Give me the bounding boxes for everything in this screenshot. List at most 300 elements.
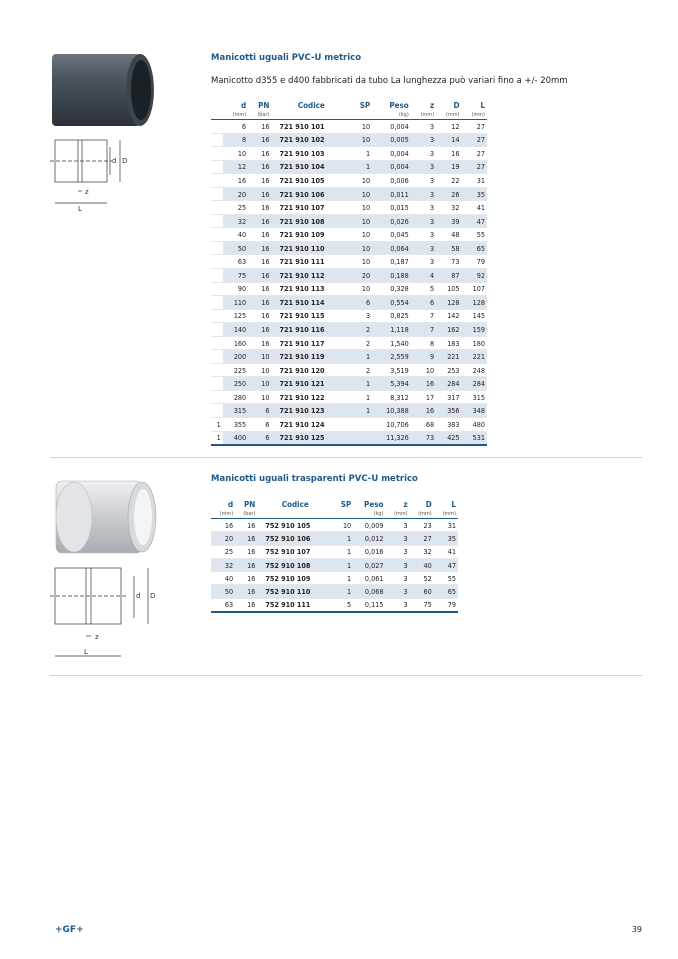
table-cell: 721 910 116	[271, 323, 351, 337]
table-cell: 55	[434, 572, 458, 585]
table-row	[211, 120, 487, 134]
table-cell: 3	[385, 585, 409, 598]
table-cell: 10	[351, 133, 372, 147]
column-header: L	[480, 101, 485, 110]
table-row	[211, 572, 458, 585]
table-cell: 31	[462, 174, 487, 188]
table-cell: 6	[351, 296, 372, 310]
table-cell: 20	[223, 187, 248, 201]
coupling-technical-drawing-2	[50, 562, 160, 662]
table-cell: 27	[462, 133, 487, 147]
table-row	[211, 323, 487, 337]
table-cell: 0,006	[372, 174, 411, 188]
table-cell: 16	[248, 309, 271, 323]
table-cell: 40	[410, 558, 434, 571]
table-cell: 317	[436, 390, 461, 404]
table-cell	[211, 336, 223, 350]
table-cell: 248	[462, 363, 487, 377]
table-cell: 10	[351, 255, 372, 269]
table-cell: 73	[411, 431, 436, 445]
table-cell: 721 910 115	[271, 309, 351, 323]
column-unit	[333, 510, 353, 519]
table-cell: 10	[248, 350, 271, 364]
table-cell: 25	[211, 545, 235, 558]
table-row	[211, 201, 487, 215]
table-row	[211, 214, 487, 228]
table-cell: 480	[462, 418, 487, 432]
column-header: z	[429, 101, 435, 110]
diagram-L-label: L	[78, 205, 82, 213]
table-cell: 65	[434, 585, 458, 598]
table-cell: 3	[411, 174, 436, 188]
table-cell: 79	[434, 598, 458, 612]
table-cell: 315	[462, 390, 487, 404]
table-cell: 79	[462, 255, 487, 269]
table-cell: 721 910 114	[271, 296, 351, 310]
table-cell: 0,004	[372, 120, 411, 134]
table-row	[211, 309, 487, 323]
table-cell: 125	[223, 309, 248, 323]
table-cell: 3	[385, 598, 409, 612]
table-cell: 3	[411, 160, 436, 174]
table-cell	[211, 174, 223, 188]
table-cell: 721 910 111	[271, 255, 351, 269]
table-cell: 6	[411, 296, 436, 310]
table-cell: 145	[462, 309, 487, 323]
column-header: Peso	[389, 101, 409, 110]
column-header: PN	[244, 500, 256, 509]
table-cell: 10	[248, 377, 271, 391]
table-cell: 0,027	[353, 558, 385, 571]
table-cell: 90	[223, 282, 248, 296]
column-header: D	[425, 500, 432, 509]
table-cell: 0,554	[372, 296, 411, 310]
table-cell: 1	[333, 585, 353, 598]
table-cell: 280	[223, 390, 248, 404]
table-cell	[211, 323, 223, 337]
table-cell: 0,825	[372, 309, 411, 323]
column-unit: (bar)	[235, 510, 257, 519]
table-cell: 41	[434, 545, 458, 558]
table-row	[211, 431, 487, 445]
table-cell: 32	[211, 558, 235, 571]
table-cell: 0,064	[372, 241, 411, 255]
table-cell: 5,394	[372, 377, 411, 391]
table-cell: 9	[411, 350, 436, 364]
table-cell: 752 910 107	[257, 545, 333, 558]
column-unit	[351, 111, 372, 120]
table-cell: 27	[462, 120, 487, 134]
column-header: PN	[258, 101, 270, 110]
table-row	[211, 269, 487, 283]
diagram2-z-label: z	[95, 633, 99, 641]
table-cell: 63	[211, 598, 235, 612]
table-cell: 16	[248, 160, 271, 174]
table-cell: 6	[223, 120, 248, 134]
table-row	[211, 133, 487, 147]
table-cell: 140	[223, 323, 248, 337]
table-cell: 425	[436, 431, 461, 445]
diagram-d-label: d	[112, 157, 117, 165]
table-cell: 16	[248, 255, 271, 269]
column-unit: (mm)	[410, 510, 434, 519]
table-cell: 2	[351, 363, 372, 377]
table-cell: 10,706	[372, 418, 411, 432]
table-cell: 16	[248, 187, 271, 201]
table-cell	[211, 120, 223, 134]
column-header: Codice	[297, 101, 325, 110]
table-cell: 12	[436, 120, 461, 134]
transparent-coupling-photo	[50, 475, 160, 560]
table-cell: 8	[411, 336, 436, 350]
table-cell: 0,068	[353, 585, 385, 598]
table-cell: 10	[333, 519, 353, 532]
table-cell: 752 910 109	[257, 572, 333, 585]
table-cell: 3	[385, 545, 409, 558]
table-cell: 10	[351, 241, 372, 255]
table-cell	[211, 147, 223, 161]
table-cell: 8	[223, 133, 248, 147]
table-cell	[211, 187, 223, 201]
table-cell: 721 910 125	[271, 431, 351, 445]
table-cell: 16	[235, 585, 257, 598]
table-cell: 31	[434, 519, 458, 532]
table-cell: 63	[223, 255, 248, 269]
table-cell: 16	[248, 269, 271, 283]
table-cell: 16	[248, 336, 271, 350]
table-cell: 27	[410, 532, 434, 545]
table-cell: 3	[385, 519, 409, 532]
table-cell: 17	[411, 390, 436, 404]
table-cell: 721 910 112	[271, 269, 351, 283]
column-unit: (mm)	[434, 510, 458, 519]
table-cell: 1	[351, 147, 372, 161]
table-cell: 16	[235, 598, 257, 612]
table-cell: 180	[462, 336, 487, 350]
table-cell: 721 910 121	[271, 377, 351, 391]
table-cell: 16	[235, 519, 257, 532]
table-cell: 48	[436, 228, 461, 242]
table-cell: 752 910 106	[257, 532, 333, 545]
table-cell	[211, 201, 223, 215]
table-row	[211, 296, 487, 310]
table-cell: 721 910 102	[271, 133, 351, 147]
table-cell: 27	[462, 160, 487, 174]
table-row	[211, 187, 487, 201]
diagram2-L-label: L	[84, 648, 88, 656]
table-cell: 253	[436, 363, 461, 377]
table-cell: 35	[462, 187, 487, 201]
table-cell: 721 910 122	[271, 390, 351, 404]
table-cell: 400	[223, 431, 248, 445]
table-cell: 4	[411, 269, 436, 283]
table-cell: 225	[223, 363, 248, 377]
table-cell	[211, 133, 223, 147]
coupling-technical-drawing	[50, 135, 140, 215]
gf-logo: +GF+	[55, 925, 84, 935]
table-cell: 721 910 117	[271, 336, 351, 350]
table-cell: 0,061	[353, 572, 385, 585]
table-cell: 6	[248, 404, 271, 418]
table-row	[211, 350, 487, 364]
table-cell: 221	[462, 350, 487, 364]
table-cell: 50	[223, 241, 248, 255]
table-row	[211, 160, 487, 174]
table-cell	[211, 269, 223, 283]
table-row	[211, 228, 487, 242]
table-cell: 22	[436, 174, 461, 188]
table-cell: 0,005	[372, 133, 411, 147]
table-cell: 356	[436, 404, 461, 418]
table-cell: 0,187	[372, 255, 411, 269]
table-cell: 16	[248, 296, 271, 310]
table-cell	[211, 241, 223, 255]
table-cell: 3	[351, 309, 372, 323]
column-header: SP	[340, 500, 352, 509]
table-cell: 0,004	[372, 160, 411, 174]
table-cell	[211, 390, 223, 404]
table-cell: 92	[462, 269, 487, 283]
page-number: 39	[631, 925, 642, 934]
table-cell: 3	[385, 532, 409, 545]
table-cell: 16	[211, 519, 235, 532]
column-unit	[211, 111, 223, 120]
table-cell: 1	[333, 558, 353, 571]
table-cell: 721 910 120	[271, 363, 351, 377]
table-cell: 128	[462, 296, 487, 310]
table-cell: 10	[351, 201, 372, 215]
table-cell: 8,312	[372, 390, 411, 404]
table-cell: 50	[211, 585, 235, 598]
table-cell: 10	[351, 282, 372, 296]
table-row	[211, 585, 458, 598]
column-header: d	[228, 500, 234, 509]
table-cell: 40	[223, 228, 248, 242]
table-cell: 16	[248, 201, 271, 215]
table-cell: 3	[385, 572, 409, 585]
table-row	[211, 336, 487, 350]
table-cell: 6	[248, 418, 271, 432]
table-cell: 1	[351, 404, 372, 418]
table-cell: 721 910 108	[271, 214, 351, 228]
table-cell: 142	[436, 309, 461, 323]
table-cell: 16	[248, 228, 271, 242]
table-cell: 721 910 119	[271, 350, 351, 364]
table-cell: 16	[248, 147, 271, 161]
table-cell: 16	[248, 282, 271, 296]
table-cell: 1,540	[372, 336, 411, 350]
table-cell: 160	[223, 336, 248, 350]
table-cell: 10	[248, 363, 271, 377]
table-cell: 10	[351, 228, 372, 242]
table-cell: 721 910 123	[271, 404, 351, 418]
table-row	[211, 598, 458, 612]
table-cell: 65	[462, 241, 487, 255]
table-cell: 41	[462, 201, 487, 215]
table-cell: 348	[462, 404, 487, 418]
table-cell: 10	[411, 363, 436, 377]
table-row	[211, 558, 458, 571]
table-cell: 20	[351, 269, 372, 283]
table-row	[211, 363, 487, 377]
table-cell	[351, 431, 372, 445]
table-cell: 2	[351, 323, 372, 337]
table-cell: 10	[351, 214, 372, 228]
table-cell: 47	[434, 558, 458, 571]
table-row	[211, 147, 487, 161]
table-cell: 10	[248, 390, 271, 404]
table-cell: 20	[211, 532, 235, 545]
table-row	[211, 418, 487, 432]
column-unit	[271, 111, 351, 120]
table-cell: 721 910 124	[271, 418, 351, 432]
table-cell	[211, 296, 223, 310]
column-header: z	[403, 500, 408, 509]
table-cell: 1	[333, 572, 353, 585]
table-cell: 19	[436, 160, 461, 174]
table-row	[211, 404, 487, 418]
column-header: Codice	[281, 500, 309, 509]
table-cell: 159	[462, 323, 487, 337]
table-cell: 16	[248, 120, 271, 134]
table-cell: 87	[436, 269, 461, 283]
table-cell: 1	[351, 390, 372, 404]
table-cell: 2,559	[372, 350, 411, 364]
table-cell: 752 910 105	[257, 519, 333, 532]
table-cell	[211, 255, 223, 269]
table-cell: 0,009	[353, 519, 385, 532]
table-row	[211, 282, 487, 296]
table-cell: 10,388	[372, 404, 411, 418]
table-cell: 39	[436, 214, 461, 228]
table-cell: 3	[411, 133, 436, 147]
table-cell: 16	[235, 558, 257, 571]
table-cell: 32	[223, 214, 248, 228]
table-row	[211, 390, 487, 404]
table-cell: 16	[235, 572, 257, 585]
table-cell: 1	[351, 377, 372, 391]
table-cell: 355	[223, 418, 248, 432]
table-cell: 0,016	[353, 545, 385, 558]
table-cell	[351, 418, 372, 432]
table-cell: 10	[351, 120, 372, 134]
table-cell: 107	[462, 282, 487, 296]
table-cell: 68	[411, 418, 436, 432]
table-cell: 16	[411, 404, 436, 418]
table-cell: 721 910 104	[271, 160, 351, 174]
table-cell: 10	[223, 147, 248, 161]
table-cell: 16	[436, 147, 461, 161]
table-cell: 1,118	[372, 323, 411, 337]
table-cell: 5	[411, 282, 436, 296]
column-header: d	[241, 101, 247, 110]
table-cell: 3	[411, 214, 436, 228]
table-cell: 16	[248, 323, 271, 337]
table-cell: 3	[411, 255, 436, 269]
table-row	[211, 255, 487, 269]
section1-title: Manicotti uguali PVC-U metrico	[211, 53, 362, 63]
table-cell: 3	[411, 187, 436, 201]
table-cell: 721 910 109	[271, 228, 351, 242]
column-header: L	[451, 500, 456, 509]
table-cell: 128	[436, 296, 461, 310]
table-row	[211, 377, 487, 391]
table-cell: 752 910 108	[257, 558, 333, 571]
table-cell	[211, 377, 223, 391]
table-cell	[211, 404, 223, 418]
table-cell: 32	[436, 201, 461, 215]
table-cell: 721 910 103	[271, 147, 351, 161]
table-cell: 5	[333, 598, 353, 612]
column-unit: (mm)	[436, 111, 461, 120]
diagram2-d-label: d	[136, 592, 141, 600]
table-cell: 26	[436, 187, 461, 201]
table-cell: 32	[410, 545, 434, 558]
table-cell: 10	[351, 187, 372, 201]
table-cell: 3	[385, 558, 409, 571]
table-row	[211, 241, 487, 255]
table-cell: 721 910 101	[271, 120, 351, 134]
grey-coupling-photo	[48, 50, 156, 130]
table-cell: 1	[351, 350, 372, 364]
section1-subtitle: Manicotto d355 e d400 fabbricati da tubo La lunghezza può variari fino a +/- 20mm	[211, 76, 568, 86]
column-header: Peso	[364, 500, 384, 509]
table-cell: 162	[436, 323, 461, 337]
table-cell	[211, 228, 223, 242]
table-cell: 16	[411, 377, 436, 391]
table-cell: 0,026	[372, 214, 411, 228]
table-cell: 75	[223, 269, 248, 283]
table-cell	[211, 363, 223, 377]
table-cell: 12	[223, 160, 248, 174]
table-cell: 105	[436, 282, 461, 296]
table-cell: 16	[248, 241, 271, 255]
table-cell: 14	[436, 133, 461, 147]
table-cell: 183	[436, 336, 461, 350]
table-cell: 0,188	[372, 269, 411, 283]
table-row	[211, 545, 458, 558]
section2-title: Manicotti uguali trasparenti PVC-U metrico	[211, 474, 418, 484]
table-cell: 752 910 110	[257, 585, 333, 598]
table-cell: 0,045	[372, 228, 411, 242]
table-cell: 16	[248, 174, 271, 188]
table-cell: 27	[462, 147, 487, 161]
column-unit: (bar)	[248, 111, 271, 120]
table-cell: 110	[223, 296, 248, 310]
table-cell: 25	[223, 201, 248, 215]
table-cell: 16	[223, 174, 248, 188]
diagram-z-label: z	[85, 188, 89, 196]
table-row	[211, 174, 487, 188]
table-cell: 284	[462, 377, 487, 391]
table-cell: 16	[235, 532, 257, 545]
table-cell: 0,328	[372, 282, 411, 296]
table-cell: 752 910 111	[257, 598, 333, 612]
column-unit: (mm)	[211, 510, 235, 519]
table-cell: 221	[436, 350, 461, 364]
table-cell: 721 910 106	[271, 187, 351, 201]
table-cell	[211, 309, 223, 323]
table-cell: 10	[351, 174, 372, 188]
table-cell: 16	[235, 545, 257, 558]
column-header: D	[453, 101, 460, 110]
table-cell: 3	[411, 228, 436, 242]
table-cell: 284	[436, 377, 461, 391]
table-cell: 1	[333, 532, 353, 545]
table-cell: 0,011	[372, 187, 411, 201]
table-cell: 531	[462, 431, 487, 445]
spec-table-2	[211, 500, 458, 613]
